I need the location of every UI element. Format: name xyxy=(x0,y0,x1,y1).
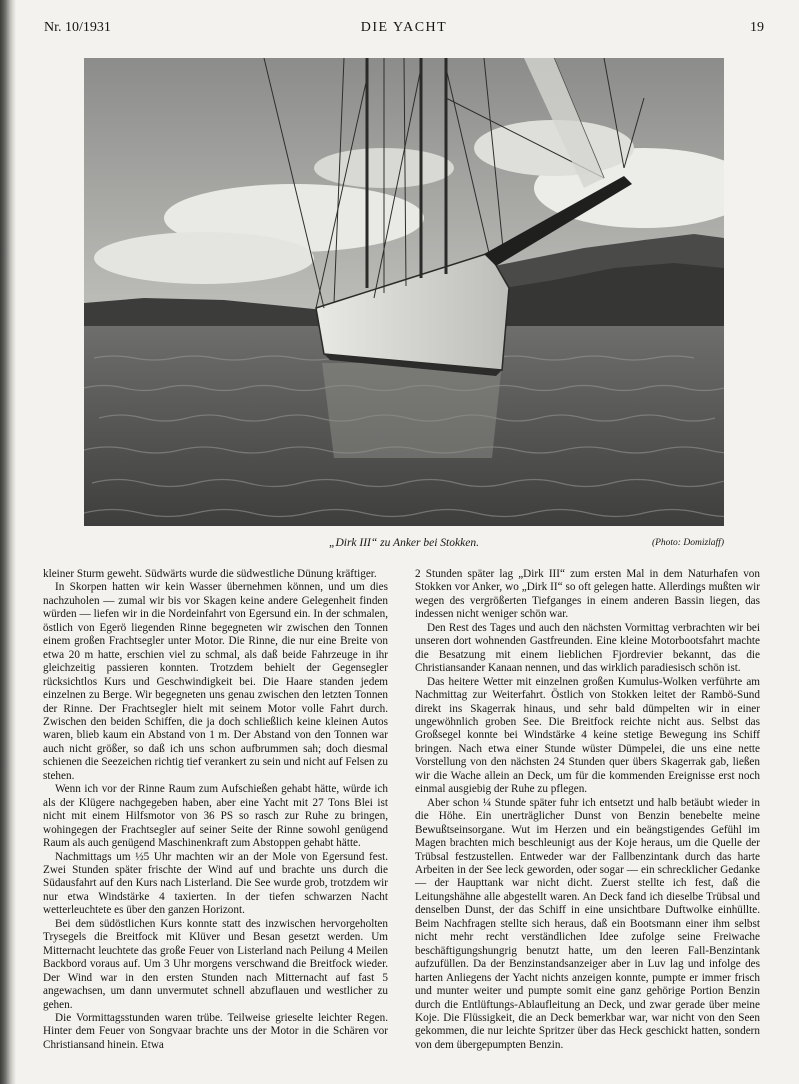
text-column-left xyxy=(43,568,388,1052)
paragraph: In Skorpen hatten wir kein Wasser übernehmen können, und um dies nachzuholen — zumal wir bis vor Skagen keine andere Gelegenheit finden würden — liefen wir in die Nordeinfahrt von Egersund ein. In der schmalen, östlich von Egerö liegenden Rinne begegneten wir zwischen den Tonnen einem großen Frachtsegler unter Motor. Die Rinne, die nur eine Breite von etwa 20 m hatte, erschien viel zu schmal, als daß beide Fahrzeuge in ihr gleichzeitig passieren konnten. Trotzdem behielt der Gegensegler rücksichtlos Kurs und Geschwindigkeit bei. Die Haare standen jedem einzelnen zu Berge. Wir begegneten uns genau zwischen den letzten Tonnen der Rinne. Der Frachtsegler hielt mit seinem Motor volle Fahrt durch. Zwischen den beiden Schiffen, die ja doch schließlich keine kleinen Autos waren, blieb kaum ein Abstand von 1 m. Der Abstand von den Tonnen war auch nicht größer, so daß ich uns schon aufbrummen sah; doch diesmal schienen die Seezeichen richtig tief verankert zu sein und nicht auf Felsen zu stehen. xyxy=(43,581,388,782)
photo-schooner-at-anchor xyxy=(84,58,724,526)
paragraph: Aber schon ¼ Stunde später fuhr ich entsetzt und halb betäubt wieder in die Höhe. Ein unerträglicher Dunst von Benzin benebelte meine Bewußtseinsorgane. Wut im Herzen und ein beängstigendes Gefühl im Magen brachten mich beschleunigt aus der Koje heraus, um die Quelle der Trübsal festzustellen. Entweder war der Fallbenzintank durch das harte Arbeiten in der See leck geworden, oder sogar — ein schrecklicher Gedanke — der Haupttank war nicht dicht. Zuerst stellte ich fest, daß die Leitungshähne alle abgestellt waren. An Deck fand ich dieselbe Trübsal und denselben Dunst, der das Schiff in eine unsichtbare Duftwolke einhüllte. Beim Nachfragen stellte sich heraus, daß ein Bootsmann einer ihm selbst nicht mehr recht verständlichen Idee zufolge seine Freiwache beschäftigungshungrig benutzt hatte, um den leeren Fall-Benzintank aufzufüllen. Da der Benzinstandsanzeiger aber in Luv lag und infolge des harten Anliegens der Yacht nichts anzeigen konnte, pumpte er immer frisch und munter weiter und pumpte somit eine ganz gehörige Portion Benzin durch die Entlüftungs-Ablaufleitung an Deck, und zwar gerade über meine Koje. Die Flüssigkeit, die an Deck bemerkbar war, war nicht von den Seen gekommen, die nur leichte Spritzer über das Heck geschickt hatten, sondern von dem übergepumpten Benzin. xyxy=(415,796,760,1051)
page-number: 19 xyxy=(750,20,764,35)
paragraph: Bei dem südöstlichen Kurs konnte statt des inzwischen hervorgeholten Trysegels die Breitfock mit Klüver und Besan gesetzt werden. Um Mitternacht leuchtete das große Feuer von Listerland nach Peilung 4 Meilen Backbord voraus auf. Um 3 Uhr morgens verschwand die Breitfock wieder. Der Wind war in den ersten Stunden nach Mitternacht auf fast 5 angewachsen, um dann unvermutet schnell abzuflauen und westlicher zu gehen. xyxy=(43,917,388,1011)
text-column-right xyxy=(415,568,760,1052)
paragraph: 2 Stunden später lag „Dirk III“ zum ersten Mal in dem Naturhafen von Stokken vor Anker, wo „Dirk II“ so oft gelegen hatte. Allerdings mußten wir wegen des vergrößerten Tiefganges in einem anderen Bassin liegen, das indessen nicht weniger schön war. xyxy=(415,568,760,621)
paragraph: Die Vormittagsstunden waren trübe. Teilweise grieselte leichter Regen. Hinter dem Feuer von Songvaar brachte uns der Motor in die Schären vor Christiansand hinein. Etwa xyxy=(43,1011,388,1051)
magazine-title: DIE YACHT xyxy=(360,20,448,35)
running-header xyxy=(44,20,764,40)
schooner-photograph xyxy=(84,58,724,526)
page-binding-shadow xyxy=(0,0,16,1084)
issue-number: Nr. 10/1931 xyxy=(44,20,111,35)
paragraph: Das heitere Wetter mit einzelnen großen Kumulus-Wolken verführte am Nachmittag zur Weiterfahrt. Östlich von Stokken leitet der Rambö-Sund direkt ins Skagerrak hinaus, und sehr bald dümpelten wir in einer ungewöhnlich groben See. Die Breitfock reichte nicht aus. Selbst das Großsegel konnte bei Windstärke 4 keine stetige Bewegung ins Schiff bringen. Nach etwa einer Stunde wüster Dümpelei, die uns eine nette Vorstellung von den nächsten 24 Stunden quer übers Skagerrak gab, ließen wir die Wache allein an Deck, um für die kommenden Ereignisse erst noch einmal ausgiebig der Ruhe zu pflegen. xyxy=(415,675,760,796)
paragraph: Den Rest des Tages und auch den nächsten Vormittag verbrachten wir bei unseren dort wohnenden Gastfreunden. Eine kleine Motorbootsfahrt machte die Besatzung mit einem lieblichen Fjordrevier bekannt, das die Christiansander Kanaan nennen, und das wirklich paradiesisch schön ist. xyxy=(415,621,760,675)
caption-text: „Dirk III“ zu Anker bei Stokken. xyxy=(329,537,479,549)
photo-caption xyxy=(84,537,724,553)
photo-credit: (Photo: Domizlaff) xyxy=(651,538,724,548)
paragraph: Wenn ich vor der Rinne Raum zum Aufschießen gehabt hätte, würde ich als der Klügere nachgegeben haben, aber eine Yacht mit 27 Tons Blei ist nicht mit einem Hilfsmotor von 36 PS so rasch zur Ruhe zu bringen, wohingegen der Frachtsegler auf seiner Seite der Rinne sowohl genügend Raum als auch genügend Maschinenkraft zum Abstoppen gehabt hätte. xyxy=(43,783,388,850)
paragraph: Nachmittags um ½5 Uhr machten wir an der Mole von Egersund fest. Zwei Stunden später frischte der Wind auf und brachte uns durch die Südausfahrt auf den Kurs nach Listerland. Die See wurde grob, trotzdem wir nur etwa Windstärke 4 taxierten. In der tiefen schwarzen Nacht wetterleuchtete es über den ganzen Horizont. xyxy=(43,850,388,917)
paragraph: kleiner Sturm geweht. Südwärts wurde die südwestliche Dünung kräftiger. xyxy=(43,568,377,580)
